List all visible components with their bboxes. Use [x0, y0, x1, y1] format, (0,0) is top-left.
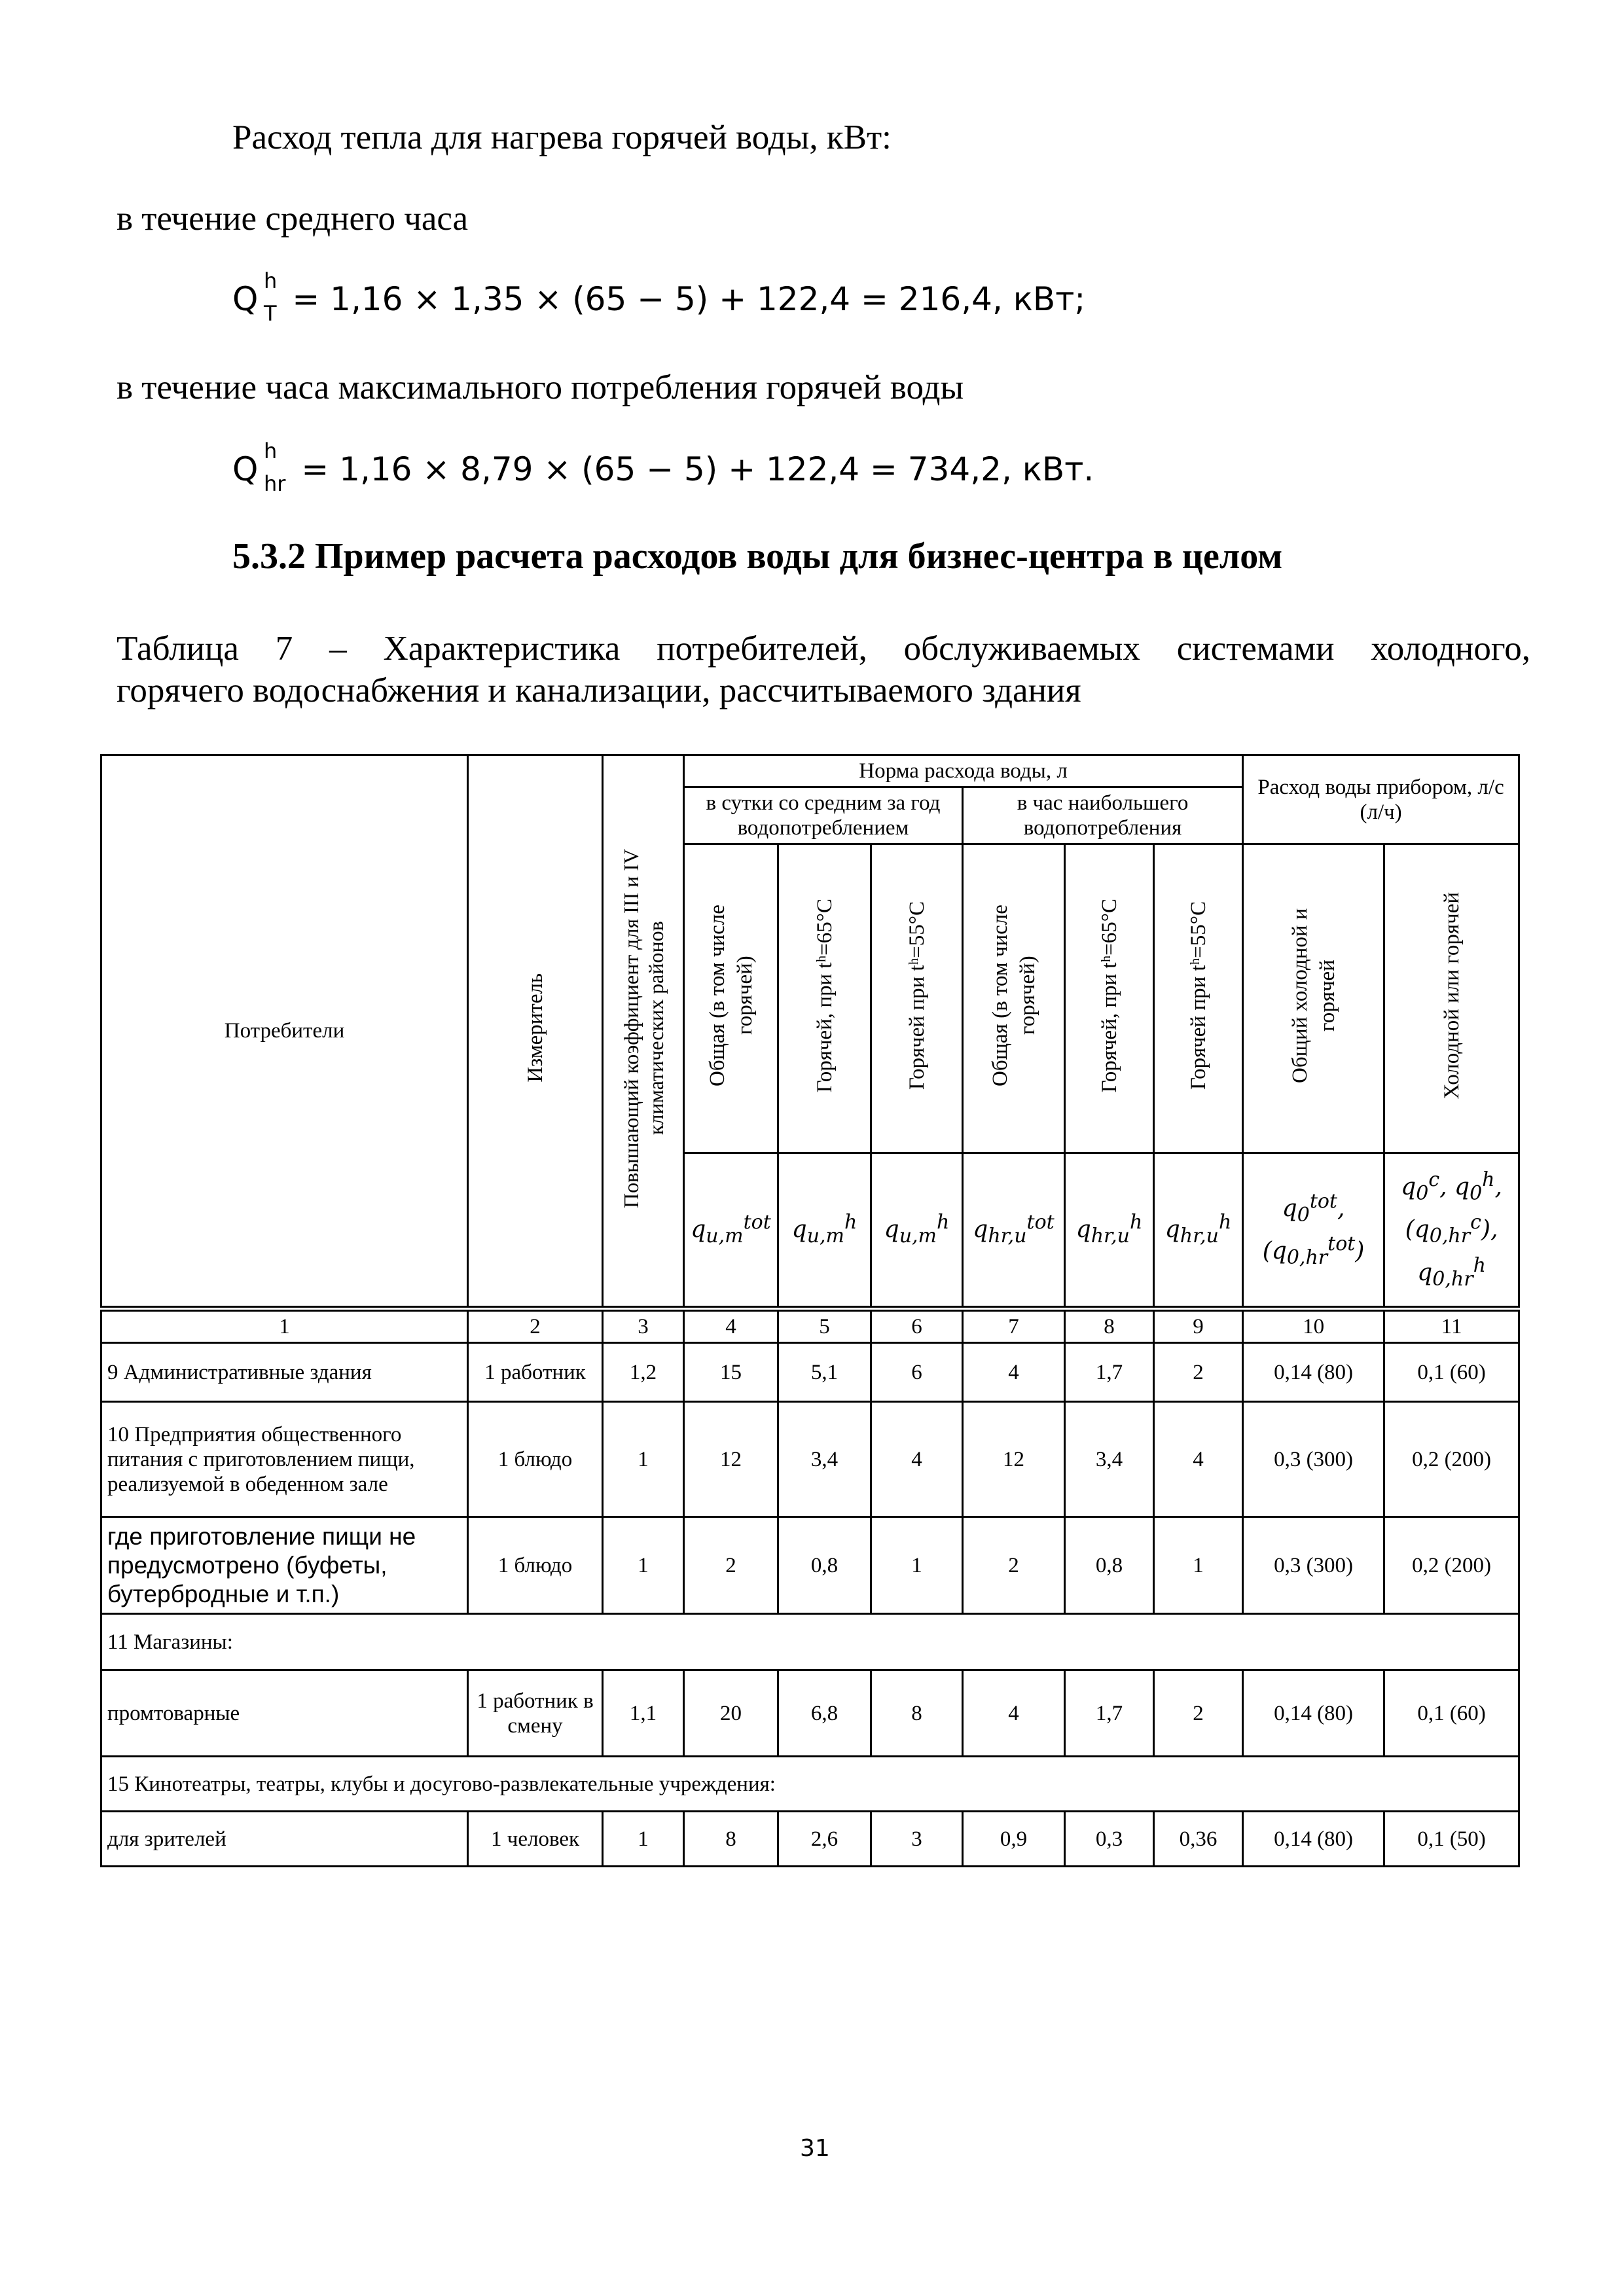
header-row-1 [101, 755, 1519, 787]
consumer-name: промтоварные [101, 1670, 468, 1757]
cell-value: 8 [684, 1812, 778, 1867]
cell-value: 0,1 (50) [1384, 1812, 1519, 1867]
cell-value: 20 [684, 1670, 778, 1757]
paragraph-heat-consumption: Расход тепла для нагрева горячей воды, кВт: [232, 118, 892, 156]
consumer-name: для зрителей [101, 1812, 468, 1867]
header-col9-text: Горячей при tʰ=55°С [1186, 901, 1210, 1090]
header-coefficient [603, 755, 684, 1309]
cell-value: 2 [1154, 1670, 1243, 1757]
formula-average-hour [232, 268, 1086, 326]
col-number: 2 [468, 1309, 603, 1343]
cell-value: 0,3 [1065, 1812, 1154, 1867]
formula-symbol: Q [232, 280, 259, 318]
header-per-day: в сутки со средним за год водопотреблением [684, 787, 963, 844]
header-coefficient-text: Повышающий коэффициент для III и IV климатических районов [619, 848, 668, 1208]
section-title: 11 Магазины: [101, 1614, 1519, 1670]
cell-value: 0,1 (60) [1384, 1670, 1519, 1757]
table-row [101, 1517, 1519, 1614]
cell-value: 15 [684, 1343, 778, 1402]
paragraph-max-hour: в течение часа максимального потребления горячей воды [117, 368, 964, 406]
cell-value: 12 [684, 1402, 778, 1517]
table-row [101, 1670, 1519, 1757]
col-number: 3 [603, 1309, 684, 1343]
formula-expression: = 1,16 × 1,35 × (65 − 5) + 122,4 = 216,4, кВт; [292, 280, 1086, 318]
col-number: 11 [1384, 1309, 1519, 1343]
cell-value: 4 [963, 1670, 1065, 1757]
consumer-name: где приготовление пищи не предусмотрено (буфеты, бутербродные и т.п.) [101, 1517, 468, 1614]
table-section-row [101, 1614, 1519, 1670]
cell-value: 1,2 [603, 1343, 684, 1402]
cell-value: 6,8 [778, 1670, 871, 1757]
consumer-unit: 1 человек [468, 1812, 603, 1867]
table-section-row [101, 1757, 1519, 1812]
header-col5-text: Горячей, при tʰ=65°С [812, 898, 837, 1093]
col-number: 4 [684, 1309, 778, 1343]
header-col8 [1065, 844, 1154, 1153]
formula-max-hour [232, 439, 1094, 496]
cell-value: 1,7 [1065, 1343, 1154, 1402]
cell-value: 8 [871, 1670, 963, 1757]
cell-value: 2 [684, 1517, 778, 1614]
header-col9 [1154, 844, 1243, 1153]
cell-value: 2,6 [778, 1812, 871, 1867]
cell-value: 0,2 (200) [1384, 1517, 1519, 1614]
cell-value: 4 [871, 1402, 963, 1517]
formula-sup: h [264, 268, 278, 293]
cell-value: 1 [871, 1517, 963, 1614]
symbol-col7: $q_{hr,u}^{tot}$ [963, 1153, 1065, 1309]
symbol-col4: $q_{u,m}^{tot}$ [684, 1153, 778, 1309]
cell-value: 0,8 [1065, 1517, 1154, 1614]
header-unit-text: Измеритель [523, 973, 547, 1083]
header-col11-text: Холодной или горячей [1439, 891, 1464, 1100]
symbol-col9: $q_{hr,u}^h$ [1154, 1153, 1243, 1309]
cell-value: 1 [603, 1402, 684, 1517]
col-number: 10 [1243, 1309, 1384, 1343]
col-number: 1 [101, 1309, 468, 1343]
cell-value: 0,2 (200) [1384, 1402, 1519, 1517]
header-unit [468, 755, 603, 1309]
cell-value: 0,8 [778, 1517, 871, 1614]
table-caption-line1: Таблица 7 – Характеристика потребителей, обслуживаемых системами холодного, [117, 630, 1530, 668]
cell-value: 6 [871, 1343, 963, 1402]
header-col11 [1384, 844, 1519, 1153]
table-row [101, 1812, 1519, 1867]
col-number: 9 [1154, 1309, 1243, 1343]
cell-value: 2 [963, 1517, 1065, 1614]
symbol-col8: $q_{hr,u}^h$ [1065, 1153, 1154, 1309]
symbol-col5: $q_{u,m}^h$ [778, 1153, 871, 1309]
cell-value: 1,1 [603, 1670, 684, 1757]
header-col5 [778, 844, 871, 1153]
cell-value: 0,14 (80) [1243, 1670, 1384, 1757]
header-col6-text: Горячей при tʰ=55°С [905, 901, 929, 1090]
header-col6 [871, 844, 963, 1153]
section-heading: 5.3.2 Пример расчета расходов воды для бизнес-центра в целом [232, 536, 1283, 577]
page-number: 31 [800, 2135, 830, 2162]
table-caption-line2: горячего водоснабжения и канализации, рассчитываемого здания [117, 672, 1081, 709]
consumer-unit: 1 блюдо [468, 1402, 603, 1517]
header-consumers: Потребители [101, 755, 468, 1309]
table-row [101, 1343, 1519, 1402]
header-col10-text: Общий холодной и горячей [1288, 908, 1339, 1083]
formula-sub: hr [264, 471, 286, 496]
header-col7-text: Общая (в том числе горячей) [988, 905, 1039, 1086]
cell-value: 0,3 (300) [1243, 1402, 1384, 1517]
cell-value: 3,4 [778, 1402, 871, 1517]
cell-value: 4 [963, 1343, 1065, 1402]
cell-value: 5,1 [778, 1343, 871, 1402]
col-number: 5 [778, 1309, 871, 1343]
consumer-unit: 1 блюдо [468, 1517, 603, 1614]
header-col10 [1243, 844, 1384, 1153]
header-col4 [684, 844, 778, 1153]
formula-symbol: Q [232, 450, 259, 488]
cell-value: 1 [603, 1517, 684, 1614]
col-number: 7 [963, 1309, 1065, 1343]
consumer-name: 9 Административные здания [101, 1343, 468, 1402]
header-norm: Норма расхода воды, л [684, 755, 1243, 787]
consumers-table [100, 754, 1520, 1867]
cell-value: 1,7 [1065, 1670, 1154, 1757]
cell-value: 0,36 [1154, 1812, 1243, 1867]
cell-value: 1 [603, 1812, 684, 1867]
formula-sup: h [264, 439, 278, 463]
header-per-hour: в час наибольшего водопотребления [963, 787, 1243, 844]
symbol-col6: $q_{u,m}^h$ [871, 1153, 963, 1309]
cell-value: 0,1 (60) [1384, 1343, 1519, 1402]
cell-value: 3 [871, 1812, 963, 1867]
cell-value: 0,14 (80) [1243, 1812, 1384, 1867]
formula-expression: = 1,16 × 8,79 × (65 − 5) + 122,4 = 734,2, кВт. [301, 450, 1094, 488]
consumer-name: 10 Предприятия общественного питания с приготовлением пищи, реализуемой в обеденном зале [101, 1402, 468, 1517]
header-col8-text: Горячей, при tʰ=65°С [1097, 898, 1121, 1093]
cell-value: 12 [963, 1402, 1065, 1517]
consumer-unit: 1 работник в смену [468, 1670, 603, 1757]
cell-value: 1 [1154, 1517, 1243, 1614]
cell-value: 2 [1154, 1343, 1243, 1402]
cell-value: 4 [1154, 1402, 1243, 1517]
header-col4-text: Общая (в том числе горячей) [705, 905, 757, 1086]
col-number: 8 [1065, 1309, 1154, 1343]
col-number: 6 [871, 1309, 963, 1343]
cell-value: 0,9 [963, 1812, 1065, 1867]
cell-value: 0,14 (80) [1243, 1343, 1384, 1402]
consumer-unit: 1 работник [468, 1343, 603, 1402]
formula-sub: T [264, 301, 277, 326]
symbol-col10: $q_0^{tot}$, $(q_{0,hr}^{tot})$ [1243, 1153, 1384, 1309]
section-title: 15 Кинотеатры, театры, клубы и досугово-развлекательные учреждения: [101, 1757, 1519, 1812]
column-numbers-row [101, 1309, 1519, 1343]
header-device-flow: Расход воды прибором, л/с (л/ч) [1243, 755, 1519, 844]
table-row [101, 1402, 1519, 1517]
cell-value: 0,3 (300) [1243, 1517, 1384, 1614]
cell-value: 3,4 [1065, 1402, 1154, 1517]
symbol-col11: $q_0^c$, $q_0^h$, $(q_{0,hr}^c)$, $q_{0,hr}^h$ [1384, 1153, 1519, 1309]
paragraph-average-hour: в течение среднего часа [117, 200, 469, 238]
header-col7 [963, 844, 1065, 1153]
